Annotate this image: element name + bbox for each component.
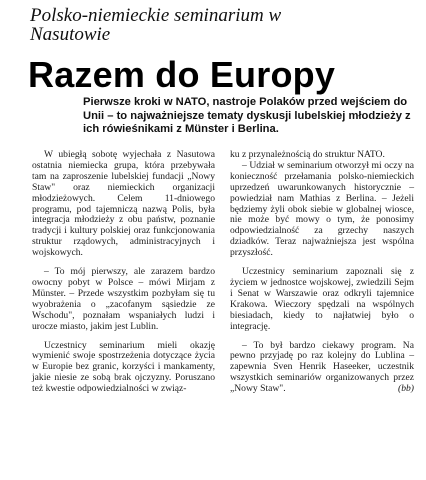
body-paragraph: ku z przynależnością do struktur NATO. — [230, 149, 385, 160]
article-body-left-column — [32, 150, 215, 395]
body-paragraph: – To mój pierwszy, ale zarazem bardzo owocny pobyt w Polsce – mówi Mirjam z Münster. – Przede wszystkim pozbyłam się tu wyobrażenia o „zacofanym sąsiedzie ze Wschodu", poznałam wspaniałych ludzi i urocze miasto, jakim jest Lublin. — [32, 266, 215, 332]
body-paragraph: – Udział w seminarium otworzył mi oczy na konieczność przełamania polsko-niemieckich uprzedzeń uwarunkowanych historycznie – powiedział nam Mathias z Berlina. – Jeżeli będziemy żyli obok siebie w globalnej wiosce, nie może być mowy o tym, że ponosimy odpowiedzialność za grzechy naszych dziadków. Teraz najważniejsza jest wspólna przyszłość. — [230, 159, 414, 259]
article-lead: Pierwsze kroki w NATO, nastroje Polaków przed wejściem do Unii – to najważniejsze tematy dyskusji lubelskiej młodzieży z ich rówieśnikami z Münster i Berlina. — [83, 96, 411, 135]
article-headline: Razem do Europy — [28, 54, 336, 95]
body-paragraph: Uczestnicy seminarium mieli okazję wymienić swoje spostrzeżenia dotyczące życia w Europie bez granic, korzyści i mankamenty, jakie niesie ze sobą brak ojczyzny. Poruszano też kwestie odpowiedzialności w związ- — [32, 339, 215, 395]
body-paragraph: W ubiegłą sobotę wyjechała z Nasutowa ostatnia niemiecka grupa, która przebywała tam na zaproszenie lubelskiej fundacji „Nowy Staw" oraz niemieckich organizacji młodzieżowych. Celem 11-dniowego programu, pod tajemniczą nazwą Polis, była integracja młodzieży z obu państw, poznanie tradycji i kultury polskiej oraz funkcjonowania struktur rządowych, administracyjnych i wojskowych. — [32, 149, 215, 259]
author-signature: (bb) — [398, 383, 414, 395]
article-body-right-column — [230, 150, 414, 395]
article-kicker: Polsko-niemieckie seminarium w Nasutowie — [30, 5, 282, 45]
body-paragraph-text: – To był bardzo ciekawy program. Na pewno przyjadę po raz kolejny do Lublina – zapewnia Sven Henrik Haseeker, uczestnik wszystkich seminariów organizowanych przez „Nowy Staw". — [230, 339, 414, 395]
body-paragraph: Uczestnicy seminarium zapoznali się z życiem w jednostce wojskowej, zwiedzili Sejm i Senat w Warszawie oraz odkryli tajemnice Krakowa. Wieczory spędzali na wspólnych biesiadach, kiedy to najłatwiej było o integrację. — [230, 266, 414, 332]
body-paragraph — [230, 341, 414, 396]
